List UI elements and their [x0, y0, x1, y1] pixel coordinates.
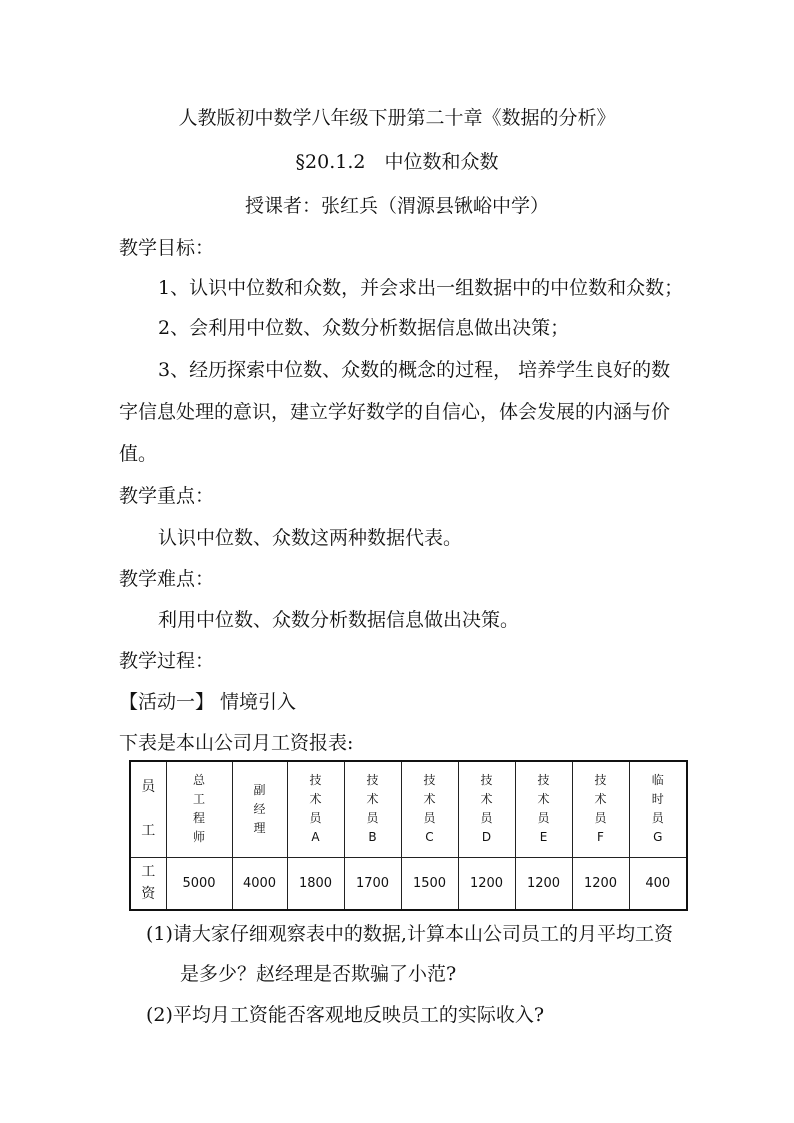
wage-cell: 1200	[458, 857, 515, 910]
wage-cell: 5000	[166, 857, 232, 910]
row-header-char: 员	[141, 779, 156, 796]
wage-cell: 1700	[344, 857, 401, 910]
objective-item: 1、认识中位数和众数，并会求出一组数据中的中位数和众数；	[158, 277, 684, 299]
header-char: 术	[309, 792, 322, 807]
header-cell-technician-f	[572, 761, 629, 857]
objective-item: 2、会利用中位数、众数分析数据信息做出决策；	[158, 317, 570, 339]
header-char: 副	[253, 782, 266, 797]
row-header-char: 工	[141, 823, 156, 840]
header-char: 技	[594, 773, 607, 788]
header-cell-deputy-manager	[232, 761, 287, 857]
header-char: 技	[423, 773, 436, 788]
header-char: 术	[537, 792, 550, 807]
salary-table	[129, 760, 688, 911]
header-char: 时	[651, 792, 664, 807]
header-char: 工	[192, 792, 205, 807]
header-char: 经	[253, 801, 266, 816]
document-title: 人教版初中数学八年级下册第二十章《数据的分析》	[178, 107, 616, 129]
header-cell-technician-c	[401, 761, 458, 857]
header-char: D	[481, 830, 492, 845]
header-char: 师	[192, 830, 205, 845]
header-cell-technician-b	[344, 761, 401, 857]
header-char: E	[539, 830, 548, 845]
header-char: F	[597, 830, 604, 845]
header-char: 员	[423, 811, 436, 826]
header-char: C	[425, 830, 434, 845]
header-cell-technician-a	[287, 761, 344, 857]
header-char: 技	[537, 773, 550, 788]
difficulty-text: 利用中位数、众数分析数据信息做出决策。	[158, 609, 520, 631]
objective-item-continued: 字信息处理的意识，建立学好数学的自信心，体会发展的内涵与价	[119, 401, 671, 423]
header-char: 术	[366, 792, 379, 807]
process-heading: 教学过程：	[119, 650, 215, 672]
header-char: 术	[423, 792, 436, 807]
table-header-row	[130, 761, 687, 857]
activity-title: 【活动一】 情境引入	[119, 691, 297, 713]
wage-cell: 400	[629, 857, 687, 910]
objective-item: 3、经历探索中位数、众数的概念的过程， 培养学生良好的数	[158, 359, 671, 381]
header-char: 程	[192, 811, 205, 826]
header-char: 员	[366, 811, 379, 826]
objectives-heading: 教学目标：	[119, 237, 215, 259]
header-char: B	[368, 830, 377, 845]
header-char: G	[653, 830, 663, 845]
key-point-text: 认识中位数、众数这两种数据代表。	[158, 527, 463, 549]
header-char: 员	[537, 811, 550, 826]
header-cell-temporary-g	[629, 761, 687, 857]
header-char: 员	[594, 811, 607, 826]
key-point-heading: 教学重点：	[119, 485, 215, 507]
wage-cell: 1200	[572, 857, 629, 910]
header-char: 员	[651, 811, 664, 826]
table-caption: 下表是本山公司月工资报表:	[119, 732, 354, 754]
value-header-char: 工	[141, 864, 156, 881]
difficulty-heading: 教学难点：	[119, 568, 215, 590]
header-char: 术	[594, 792, 607, 807]
question-1: (1)请大家仔细观察表中的数据,计算本山公司员工的月平均工资	[146, 923, 673, 945]
header-char: 员	[309, 811, 322, 826]
value-header-char: 资	[141, 886, 156, 903]
header-char: 术	[480, 792, 493, 807]
wage-cell: 1200	[515, 857, 572, 910]
header-char: 员	[480, 811, 493, 826]
header-cell-technician-d	[458, 761, 515, 857]
header-char: 总	[192, 773, 205, 788]
wage-cell: 4000	[232, 857, 287, 910]
header-char: 理	[253, 820, 266, 835]
section-title: §20.1.2 中位数和众数	[295, 151, 499, 173]
question-1-continued: 是多少？赵经理是否欺骗了小范?	[180, 963, 457, 985]
question-2: (2)平均月工资能否客观地反映员工的实际收入?	[146, 1004, 545, 1026]
value-header-cell	[130, 857, 166, 910]
header-char: 技	[309, 773, 322, 788]
objective-item-continued: 值。	[119, 443, 158, 465]
row-header-cell	[130, 761, 166, 857]
teacher-line: 授课者：张红兵（渭源县锹峪中学）	[244, 195, 549, 217]
wage-cell: 1800	[287, 857, 344, 910]
header-char: 临	[651, 773, 664, 788]
table-value-row	[130, 857, 687, 910]
header-char: A	[311, 830, 320, 845]
header-char: 技	[366, 773, 379, 788]
header-char: 技	[480, 773, 493, 788]
wage-cell: 1500	[401, 857, 458, 910]
header-cell-technician-e	[515, 761, 572, 857]
header-cell-chief-engineer	[166, 761, 232, 857]
